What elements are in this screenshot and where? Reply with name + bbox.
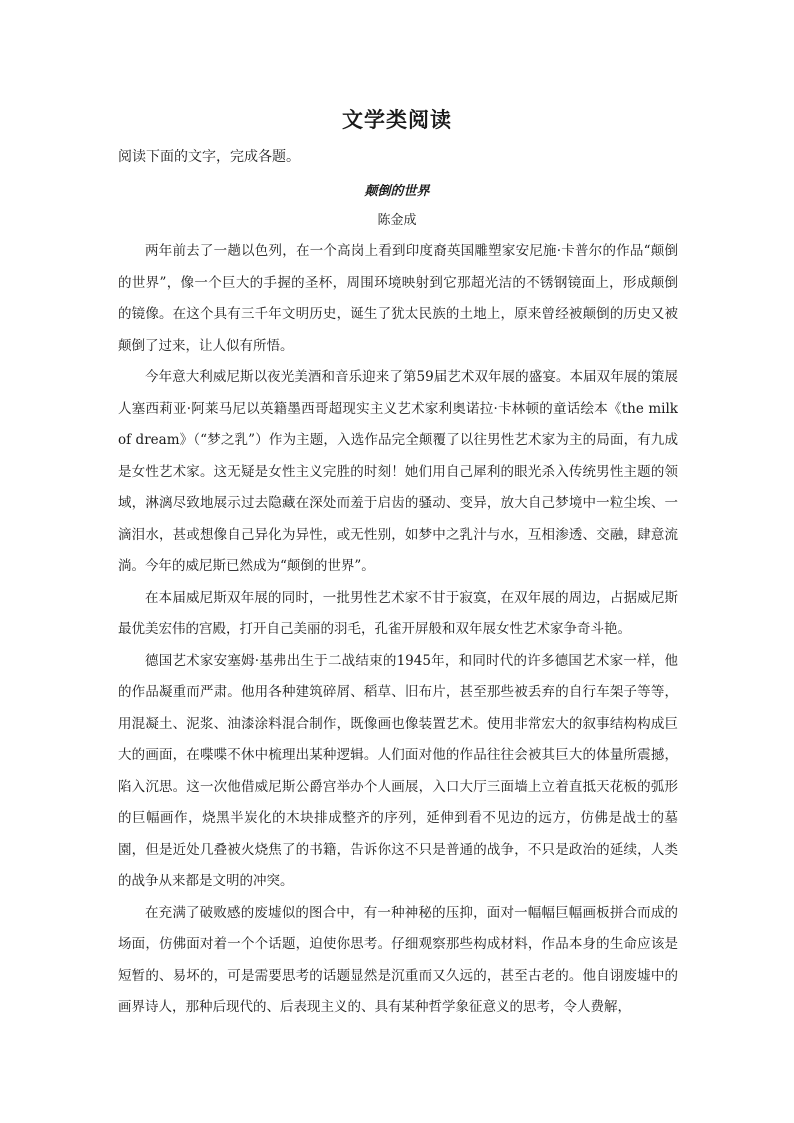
paragraph-4: 德国艺术家安塞姆·基弗出生于二战结束的1945年，和同时代的许多德国艺术家一样，他的作品凝重而严肃。他用各种建筑碎屑、稻草、旧布片，甚至那些被丢弃的自行车架子等等，用混凝土、泥浆、油漆涂料混合制作，既像画也像装置艺术。使用非常宏大的叙事结构构成巨大的画面，在喋喋不休中梳理出某种逻辑。人们面对他的作品往往会被其巨大的体量所震撼，陷入沉思。这一次他借威尼斯公爵宫举办个人画展，入口大厅三面墙上立着直抵天花板的弧形的巨幅画作，烧黑半炭化的木块排成整齐的序列，延伸到看不见边的远方，仿佛是战士的墓園，但是近处几叠被火烧焦了的书籍，告诉你这不只是普通的战争，不只是政治的延续，人类的战争从来都是文明的冲突。 [118, 652, 678, 889]
article-title: 颠倒的世界 [364, 184, 430, 199]
paragraph-3: 在本届威尼斯双年展的同时，一批男性艺术家不甘于寂寞，在双年展的周边，占据威尼斯最优美宏伟的宫殿，打开自己美丽的羽毛，孔雀开屏般和双年展女性艺术家争奇斗艳。 [118, 589, 678, 637]
page-title: 文学类阅读 [342, 107, 452, 132]
paragraph-5: 在充满了破败感的废墟似的图合中，有一种神秘的压抑，面对一幅幅巨幅画板拼合而成的场面，仿佛面对着一个个话题，迫使你思考。仔细观察那些构成材料，作品本身的生命应该是短暂的、易坏的，可是需要思考的话题显然是沉重而又久远的，甚至古老的。他自诩废墟中的画界诗人，那种后现代的、后表现主义的、具有某种哲学象征意义的思考，令人费解， [118, 904, 678, 1015]
article-author: 陈金成 [377, 213, 417, 228]
paragraph-1: 两年前去了一趟以色列，在一个高岗上看到印度裔英国雕塑家安尼施·卡普尔的作品“颠倒的世界”，像一个巨大的手握的圣杯，周围环境映射到它那超光洁的不锈钢镜面上，形成颠倒的镜像。在这个具有三千年文明历史，诞生了犹太民族的土地上，原来曾经被颠倒的历史又被颠倒了过来，让人似有所悟。 [118, 243, 678, 354]
paragraph-2: 今年意大利威尼斯以夜光美酒和音乐迎来了第59届艺术双年展的盛宴。本届双年展的策展人塞西莉亚·阿莱马尼以英籍墨西哥超现实主义艺术家利奥诺拉·卡林顿的童话绘本《the milk of dream》（“梦之乳”）作为主题，入选作品完全颠覆了以往男性艺术家为主的局面，有九成是女性艺术家。这无疑是女性主义完胜的时刻！她们用自己犀利的眼光杀入传统男性主题的领域，淋漓尽致地展示过去隐藏在深处而羞于启齿的骚动、变异，放大自己梦境中一粒尘埃、一滴泪水，甚或想像自己异化为异性，或无性别，如梦中之乳汁与水，互相渗透、交融，肆意流淌。今年的威尼斯已然成为“颠倒的世界”。 [118, 369, 678, 574]
instruction-text: 阅读下面的文字，完成各题。 [118, 149, 300, 165]
article-body [118, 236, 678, 1024]
